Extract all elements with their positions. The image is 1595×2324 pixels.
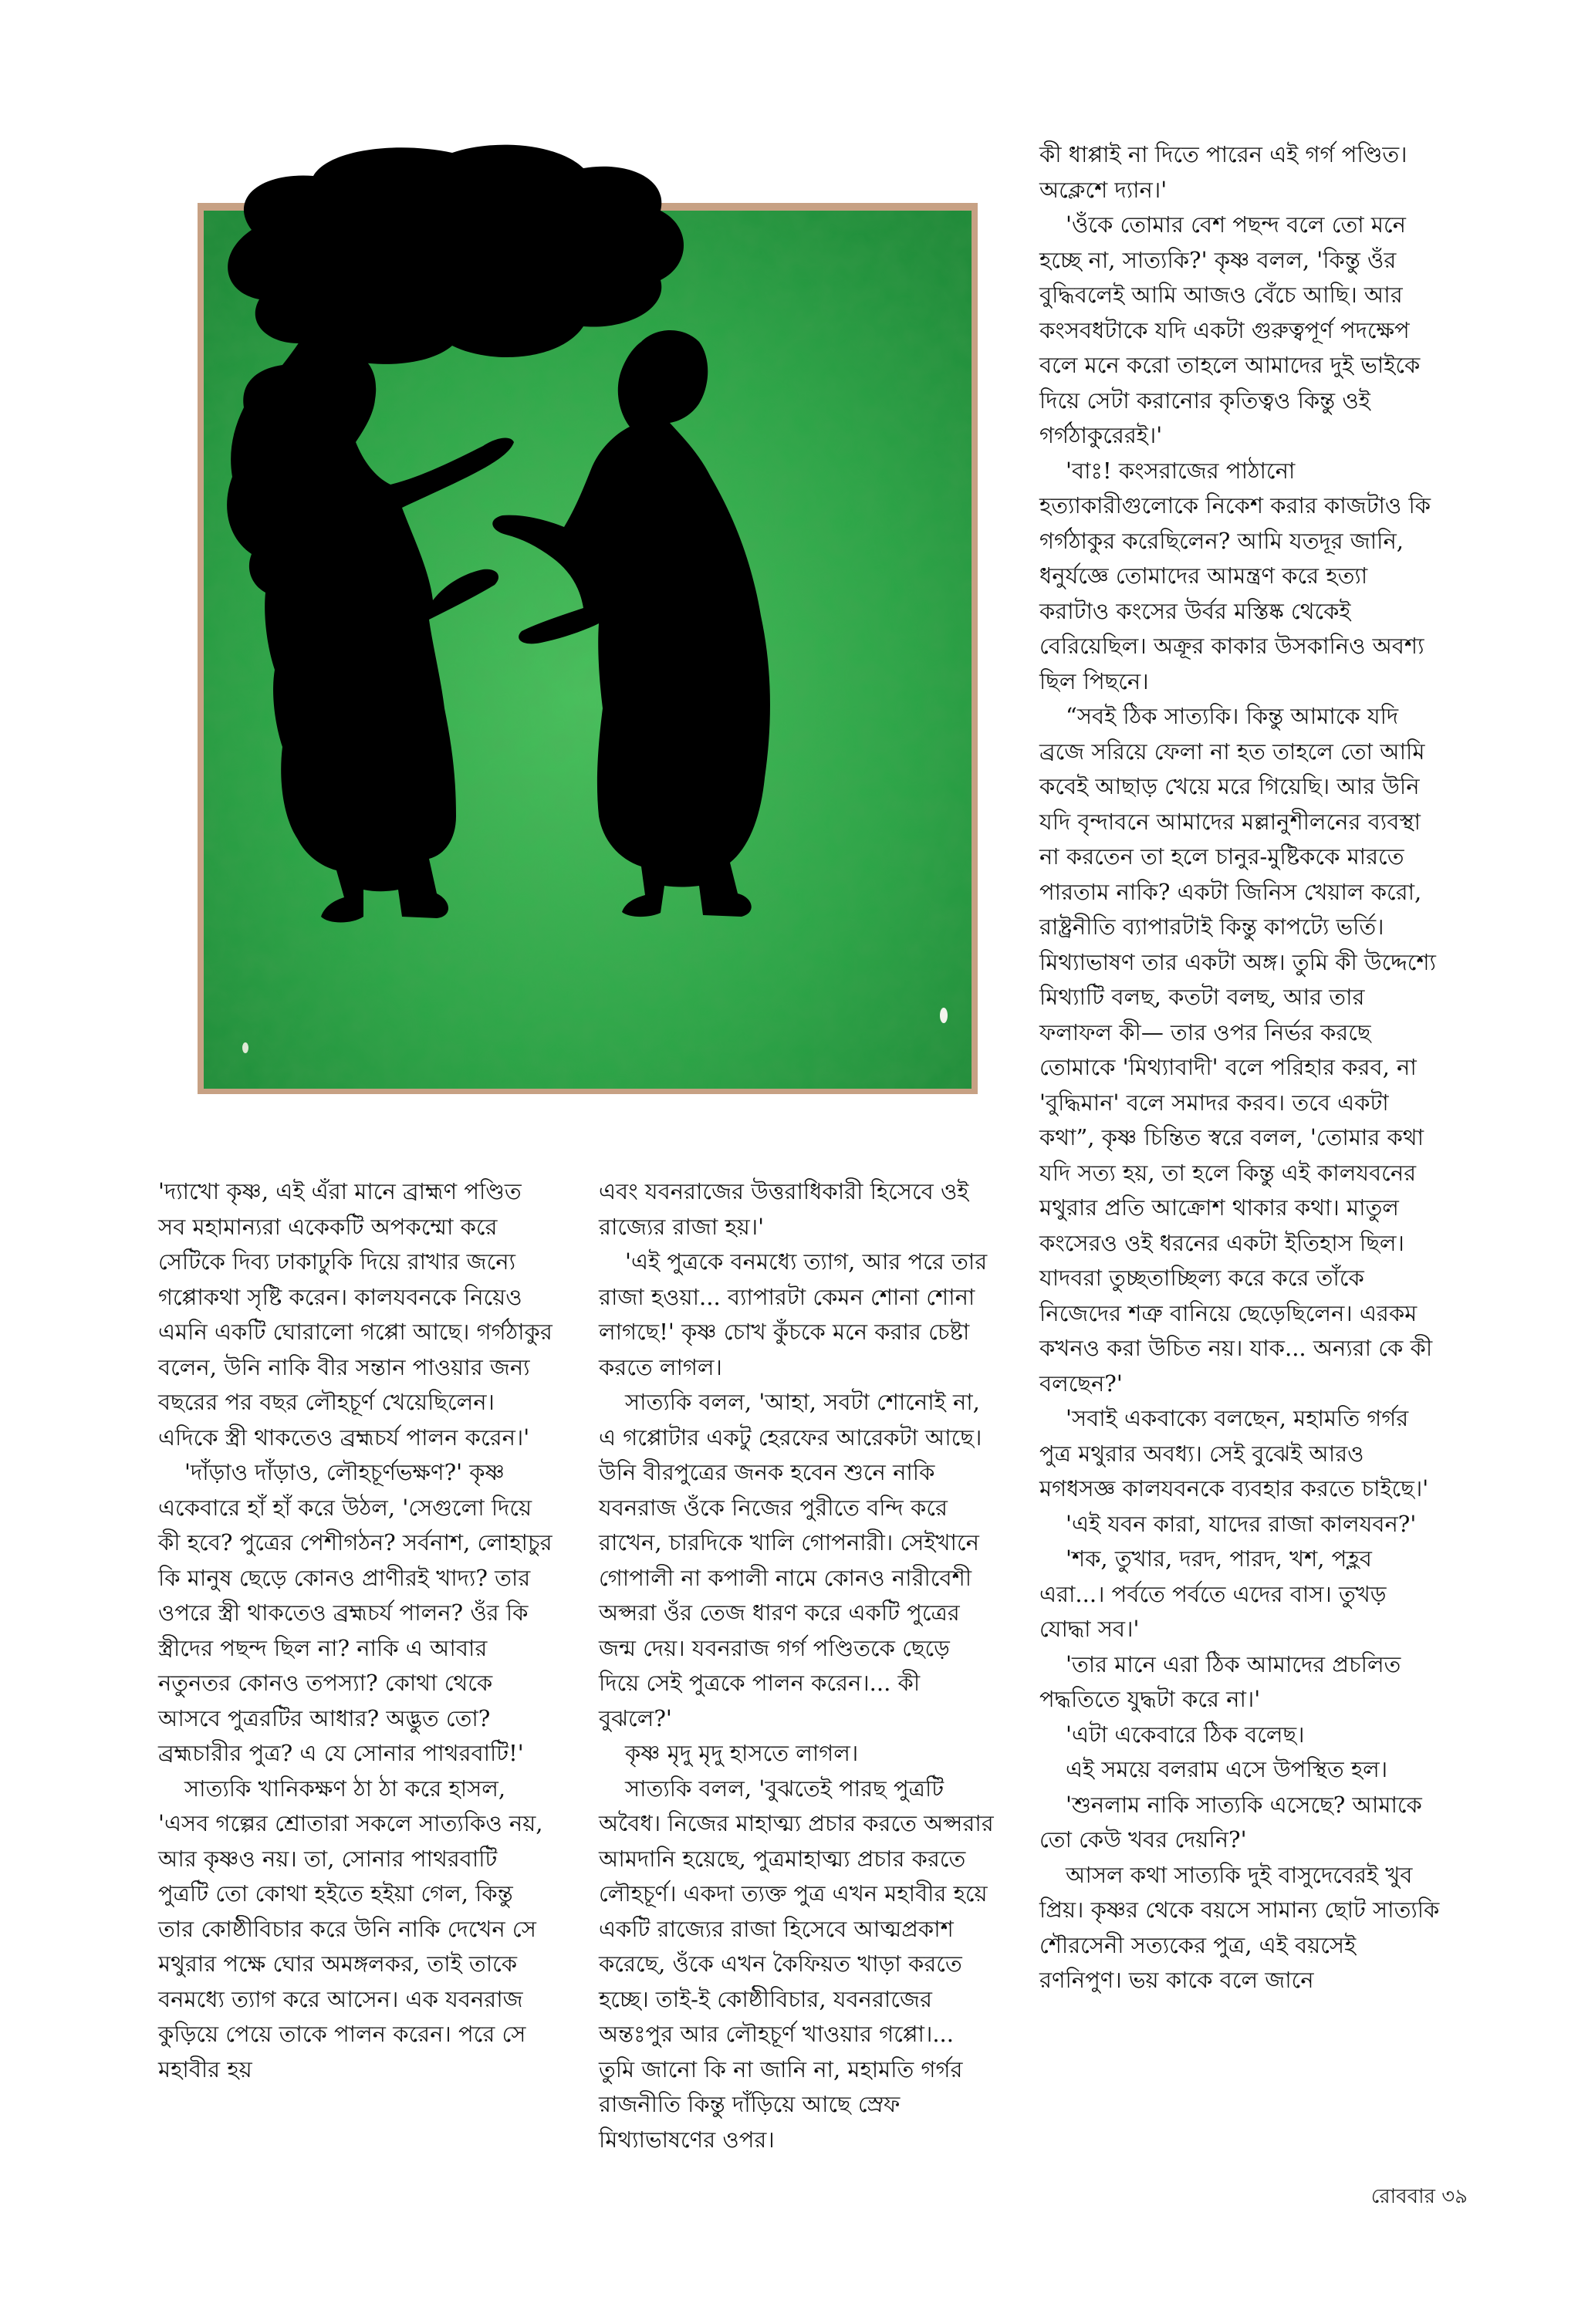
text-column-middle: [599, 1174, 994, 2157]
paragraph: 'এই পুত্রকে বনমধ্যে ত্যাগ, আর পরে তার রাজা হওয়া... ব্যাপারটা কেমন শোনা শোনা লাগছে!' কৃষ্ণ চোখ কুঁচকে মনে করার চেষ্টা করতে লাগল।: [599, 1248, 988, 1380]
paragraph: এই সময়ে বলরাম এসে উপস্থিত হল।: [1066, 1756, 1388, 1782]
paragraph: 'বাঃ! কংসরাজের পাঠানো হত্যাকারীগুলোকে নিকেশ করার কাজটাও কি গর্গঠাকুর করেছিলেন? আমি যতদূর জানি, ধনুর্যজ্ঞে তোমাদের আমন্ত্রণ করে হত্যা করাটাও কংসের উর্বর মস্তিষ্ক থেকেই বেরিয়েছিল। অক্রূর কাকার উসকানিও অবশ্য ছিল পিছনে।: [1039, 457, 1431, 694]
paragraph: 'এই যবন কারা, যাদের রাজা কালযবন?': [1066, 1510, 1417, 1537]
text-column-right: [1039, 137, 1441, 1998]
paragraph: সাত্যকি খানিকক্ষণ ঠা ঠা করে হাসল, 'এসব গল্পের শ্রোতারা সকলে সাত্যকিও নয়, আর কৃষ্ণও নয়। তা, সোনার পাথরবাটি পুত্রটি তো কোথা হইতে হইয়া গেল, কিন্তু তার কোষ্ঠীবিচার করে উনি নাকি দেখেন সে মথুরার পক্ষে ঘোর অমঙ্গলকর, তাই তাকে বনমধ্যে ত্যাগ করে আসেন। এক যবনরাজ কুড়িয়ে পেয়ে তাকে পালন করেন। পরে সে মহাবীর হয়: [158, 1775, 543, 2082]
paragraph: 'তার মানে এরা ঠিক আমাদের প্রচলিত পদ্ধতিতে যুদ্ধটা করে না।': [1039, 1650, 1401, 1712]
paragraph: আসল কথা সাত্যকি দুই বাসুদেবেরই খুব প্রিয়। কৃষ্ণর থেকে বয়সে সামান্য ছোট সাত্যকি শৌরসেনী সত্যকের পুত্র, এই বয়সেই রণনিপুণ। ভয় কাকে বলে জানে: [1039, 1861, 1440, 1993]
paragraph: এবং যবনরাজের উত্তরাধিকারী হিসেবে ওই রাজ্যের রাজা হয়।': [599, 1178, 969, 1240]
page-footer: রোববার ৩৯: [1370, 2185, 1468, 2208]
illustration: [198, 137, 978, 1094]
paragraph: 'দাঁড়াও দাঁড়াও, লৌহচূর্ণভক্ষণ?' কৃষ্ণ একেবারে হাঁ হাঁ করে উঠল, 'সেগুলো দিয়ে কী হবে? পুত্রের পেশীগঠন? সর্বনাশ, লোহাচুর কি মানুষ ছেড়ে কোনও প্রাণীরই খাদ্য? তার ওপরে স্ত্রী থাকতেও ব্রহ্মচর্য পালন? ওঁর কি স্ত্রীদের পছন্দ ছিল না? নাকি এ আবার নতুনতর কোনও তপস্যা? কোথা থেকে আসবে পুত্ররটির আধার? অদ্ভুত তো? ব্রহ্মচারীর পুত্র? এ যে সোনার পাথরবাটি!': [158, 1459, 553, 1766]
paragraph: কৃষ্ণ মৃদু মৃদু হাসতে লাগল।: [625, 1740, 859, 1766]
text-column-left: [158, 1174, 553, 2087]
paragraph: 'শক, তুখার, দরদ, পারদ, খশ, পহ্লব এরা...। পর্বতে পর্বতে এদের বাস। তুখড় যোদ্ধা সব।': [1039, 1545, 1387, 1642]
paragraph: 'দ্যাখো কৃষ্ণ, এই এঁরা মানে ব্রাহ্মণ পণ্ডিত সব মহামান্যরা একেকটি অপকম্মো করে সেটিকে দিব্য ঢাকাঢুকি দিয়ে রাখার জন্যে গপ্পোকথা সৃষ্টি করেন। কালযবনকে নিয়েও এমনি একটি ঘোরালো গপ্পো আছে। গর্গঠাকুর বলেন, উনি নাকি বীর সন্তান পাওয়ার জন্য বছরের পর বছর লৌহচূর্ণ খেয়েছিলেন। এদিকে স্ত্রী থাকতেও ব্রহ্মচর্য পালন করেন।': [158, 1178, 553, 1451]
paragraph: “সবই ঠিক সাত্যকি। কিন্তু আমাকে যদি ব্রজে সরিয়ে ফেলা না হত তাহলে তো আমি কবেই আছাড় খেয়ে মরে গিয়েছি। আর উনি যদি বৃন্দাবনে আমাদের মল্লানুশীলনের ব্যবস্থা না করতেন তা হলে চানুর-মুষ্টিককে মারতে পারতাম নাকি? একটা জিনিস খেয়াল করো, রাষ্ট্রনীতি ব্যাপারটাই কিন্তু কাপট্যে ভর্তি। মিথ্যাভাষণ তার একটা অঙ্গ। তুমি কী উদ্দেশ্যে মিথ্যাটি বলছ, কতটা বলছ, আর তার ফলাফল কী— তার ওপর নির্ভর করছে তোমাকে 'মিথ্যাবাদী' বলে পরিহার করব, না 'বুদ্ধিমান' বলে সমাদর করব। তবে একটা কথা”, কৃষ্ণ চিন্তিত স্বরে বলল, 'তোমার কথা যদি সত্য হয়, তা হলে কিন্তু এই কালযবনের মথুরার প্রতি আক্রোশ থাকার কথা। মাতুল কংসেরও ওই ধরনের একটা ইতিহাস ছিল। যাদবরা তুচ্ছতাচ্ছিল্য করে করে তাঁকে নিজেদের শত্রু বানিয়ে ছেড়েছিলেন। এরকম কখনও করা উচিত নয়। যাক... অন্যরা কে কী বলছেন?': [1039, 703, 1436, 1397]
paragraph: সাত্যকি বলল, 'বুঝতেই পারছ পুত্রটি অবৈধ। নিজের মাহাত্ম্য প্রচার করতে অপ্সরার আমদানি হয়েছে, পুত্রমাহাত্ম্য প্রচার করতে লৌহচূর্ণ। একদা ত্যক্ত পুত্র এখন মহাবীর হয়ে একটি রাজ্যের রাজা হিসেবে আত্মপ্রকাশ করেছে, ওঁকে এখন কৈফিয়ত খাড়া করতে হচ্ছে। তাই-ই কোষ্ঠীবিচার, যবনরাজের অন্তঃপুর আর লৌহচূর্ণ খাওয়ার গপ্পো।... তুমি জানো কি না জানি না, মহামতি গর্গর রাজনীতি কিন্তু দাঁড়িয়ে আছে স্রেফ মিথ্যাভাষণের ওপর।: [599, 1775, 994, 2153]
paragraph: 'এটা একেবারে ঠিক বলেছ।: [1066, 1721, 1305, 1748]
paragraph: 'ওঁকে তোমার বেশ পছন্দ বলে তো মনে হচ্ছে না, সাত্যকি?' কৃষ্ণ বলল, 'কিন্তু ওঁর বুদ্ধিবলেই আমি আজও বেঁচে আছি। আর কংসবধটাকে যদি একটা গুরুত্বপূর্ণ পদক্ষেপ বলে মনে করো তাহলে আমাদের দুই ভাইকে দিয়ে সেটা করানোর কৃতিত্বও কিন্তু ওই গর্গঠাকুরেরই।': [1039, 211, 1421, 448]
paragraph: কী ধাপ্পাই না দিতে পারেন এই গর্গ পণ্ডিত। অক্লেশে দ্যান।': [1039, 141, 1407, 203]
paragraph: 'শুনলাম নাকি সাত্যকি এসেছে? আমাকে তো কেউ খবর দেয়নি?': [1039, 1791, 1422, 1853]
paragraph: 'সবাই একবাক্যে বলছেন, মহামতি গর্গর পুত্র মথুরার অবধ্য। সেই বুঝেই আরও মগধসজ্ঞ কালযবনকে ব্যবহার করতে চাইছে।': [1039, 1405, 1429, 1501]
paragraph: সাত্যকি বলল, 'আহা, সবটা শোনোই না, এ গপ্পোটার একটু হেরফের আরেকটা আছে। উনি বীরপুত্রের জনক হবেন শুনে নাকি যবনরাজ ওঁকে নিজের পুরীতে বন্দি করে রাখেন, চারদিকে খালি গোপনারী। সেইখানে গোপালী না কপালী নামে কোনও নারীবেশী অপ্সরা ওঁর তেজ ধারণ করে একটি পুত্রের জন্ম দেয়। যবনরাজ গর্গ পণ্ডিতকে ছেড়ে দিয়ে সেই পুত্রকে পালন করেন।... কী বুঝলে?': [599, 1389, 982, 1731]
